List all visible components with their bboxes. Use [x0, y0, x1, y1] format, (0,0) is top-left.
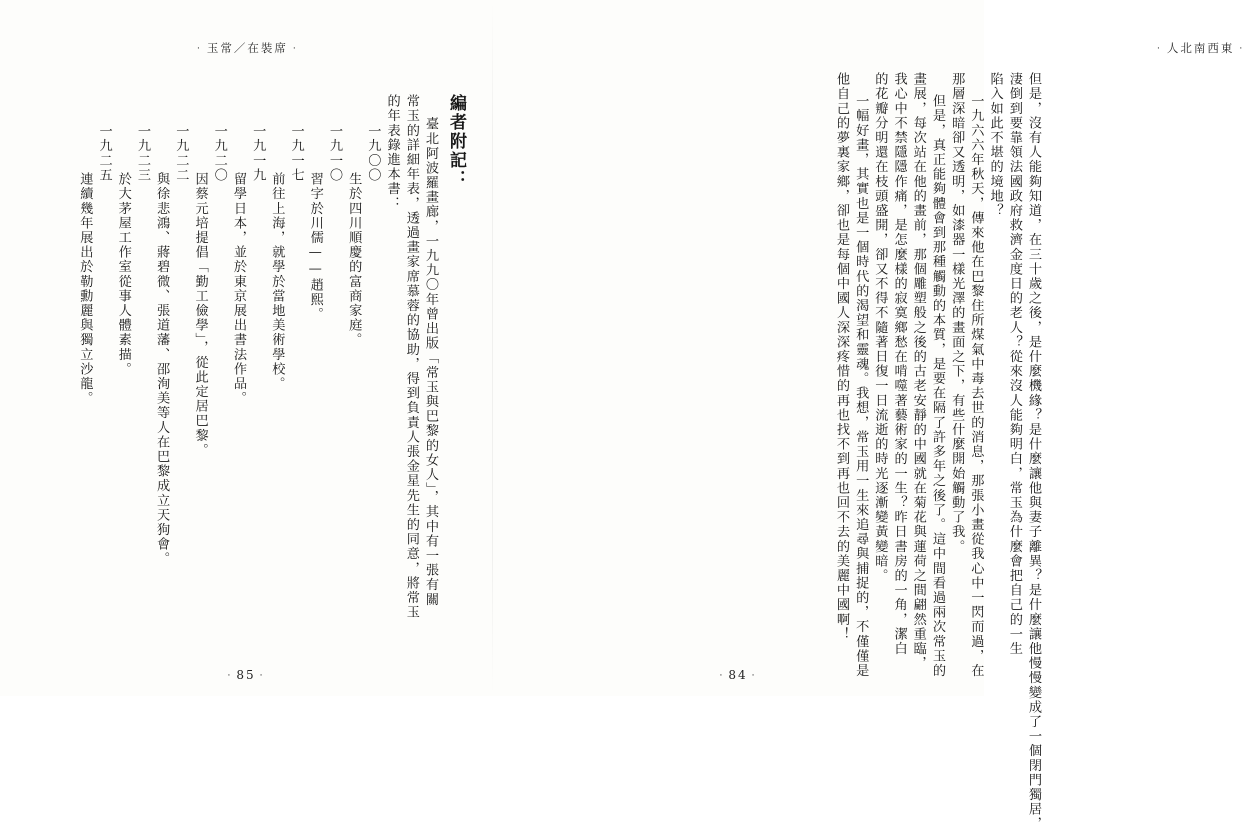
page-right	[492, 0, 1245, 831]
running-head-dot-icon: ·	[1157, 44, 1162, 54]
body-column: 那層深暗卻又透明，如漆器一樣光澤的畫面之下，有些什麼開始觸動了我。	[949, 72, 965, 554]
body-column: 畫展，每次站在他的畫前，那個雕塑般之後的古老安靜的中國就在菊花與蓮荷之間翩然重臨，	[910, 72, 926, 671]
page-number-dot-icon: ·	[227, 670, 233, 681]
chronology-entry: 習字於川儒——趙熙。	[307, 172, 323, 322]
running-head-dot-icon: ·	[292, 44, 298, 54]
body-column: 陷入如此不堪的境地？	[987, 72, 1003, 218]
running-head-left-text: 玉常／在裝席	[206, 41, 288, 55]
page-number-dot-icon: ·	[751, 670, 757, 681]
chronology-year: 一九一七	[288, 124, 304, 183]
page-left	[0, 0, 492, 696]
body-column: 臺北阿波羅畫廊，一九九〇年曾出版「常玉與巴黎的女人」，其中有一張有關	[423, 117, 438, 607]
body-column: 但是，真正能夠體會到那種觸動的本質，是要在隔了許多年之後了。這中間看過兩次常玉的	[929, 94, 945, 678]
running-head-right	[1152, 40, 1249, 56]
body-column: 他自己的夢裏家鄉，卻也是每個中國人深深疼惜的再也找不到再也回不去的美麗中國啊！	[833, 72, 849, 642]
chronology-year: 一九〇〇	[365, 124, 381, 183]
page-number-dot-icon: ·	[259, 670, 265, 681]
chronology-year: 一九二三	[134, 124, 150, 183]
chronology-entry: 留學日本，並於東京展出書法作品。	[230, 172, 246, 406]
chronology-entry: 生於四川順慶的富商家庭。	[346, 172, 362, 348]
running-head-left	[192, 40, 303, 56]
page-number-dot-icon: ·	[719, 670, 725, 681]
running-head-dot-icon: ·	[1239, 44, 1245, 54]
chronology-year: 一九二〇	[211, 124, 227, 183]
body-column: 一幅好畫，其實也是一個時代的渴望和靈魂。我想，常玉用一生來追尋與捕捉的，不僅僅是	[853, 94, 869, 678]
page-number-left	[0, 668, 492, 682]
chronology-entry: 於大茅屋工作室從事人體素描。	[115, 172, 131, 377]
body-column: 但是，沒有人能夠知道，在三十歲之後，是什麼機緣？是什麼讓他與妻子離異？是什麼讓他慢慢變成了一個閉門獨居，	[1026, 72, 1041, 831]
body-column: 一九六六年秋天，傳來他在巴黎住所煤氣中毒去世的消息，那張小畫從我心中一閃而過，在	[968, 94, 984, 678]
chronology-entry: 因蔡元培提倡「勤工儉學」，從此定居巴黎。	[192, 172, 208, 458]
chronology-year: 一九二五	[96, 124, 112, 183]
chronology-year: 一九一〇	[326, 124, 342, 183]
body-column: 常玉的詳細年表，透過畫家席慕蓉的協助，得到負責人張金星先生的同意，將常玉	[403, 94, 419, 620]
body-column: 的花瓣分明還在枝頭盛開，卻又不得不隨著日復一日流逝的時光逐漸變黃變暗。	[872, 72, 888, 583]
text-columns-left	[60, 72, 464, 634]
page-number-right-text: 84	[728, 668, 748, 682]
body-column: 的年表錄進本書：	[384, 94, 400, 211]
body-column: 淒倒到要靠領法國政府救濟金度日的老人？從來沒人能夠明白，常玉為什麼會把自己的一生	[1006, 72, 1022, 656]
chronology-entry: 連續幾年展出於勒勳麗與獨立沙龍。	[77, 172, 93, 406]
chronology-entry: 前往上海，就學於當地美術學校。	[269, 172, 285, 391]
running-head-right-text: 人北南西東	[1166, 41, 1235, 55]
page-number-right	[492, 668, 984, 682]
page-number-left-text: 85	[236, 668, 256, 682]
chronology-year: 一九二二	[173, 124, 189, 183]
body-column: 我心中不禁隱隱作痛，是怎麼樣的寂寞鄉愁在啃噬著藝術家的一生？昨日書房的一角，潔白	[891, 72, 907, 656]
running-head-dot-icon: ·	[197, 44, 202, 54]
chronology-year: 一九一九	[250, 124, 266, 183]
section-heading: 編者附記：	[446, 94, 466, 189]
chronology-entry: 與徐悲鴻、蔣碧微、張道藩、邵洵美等人在巴黎成立天狗會。	[154, 172, 170, 567]
